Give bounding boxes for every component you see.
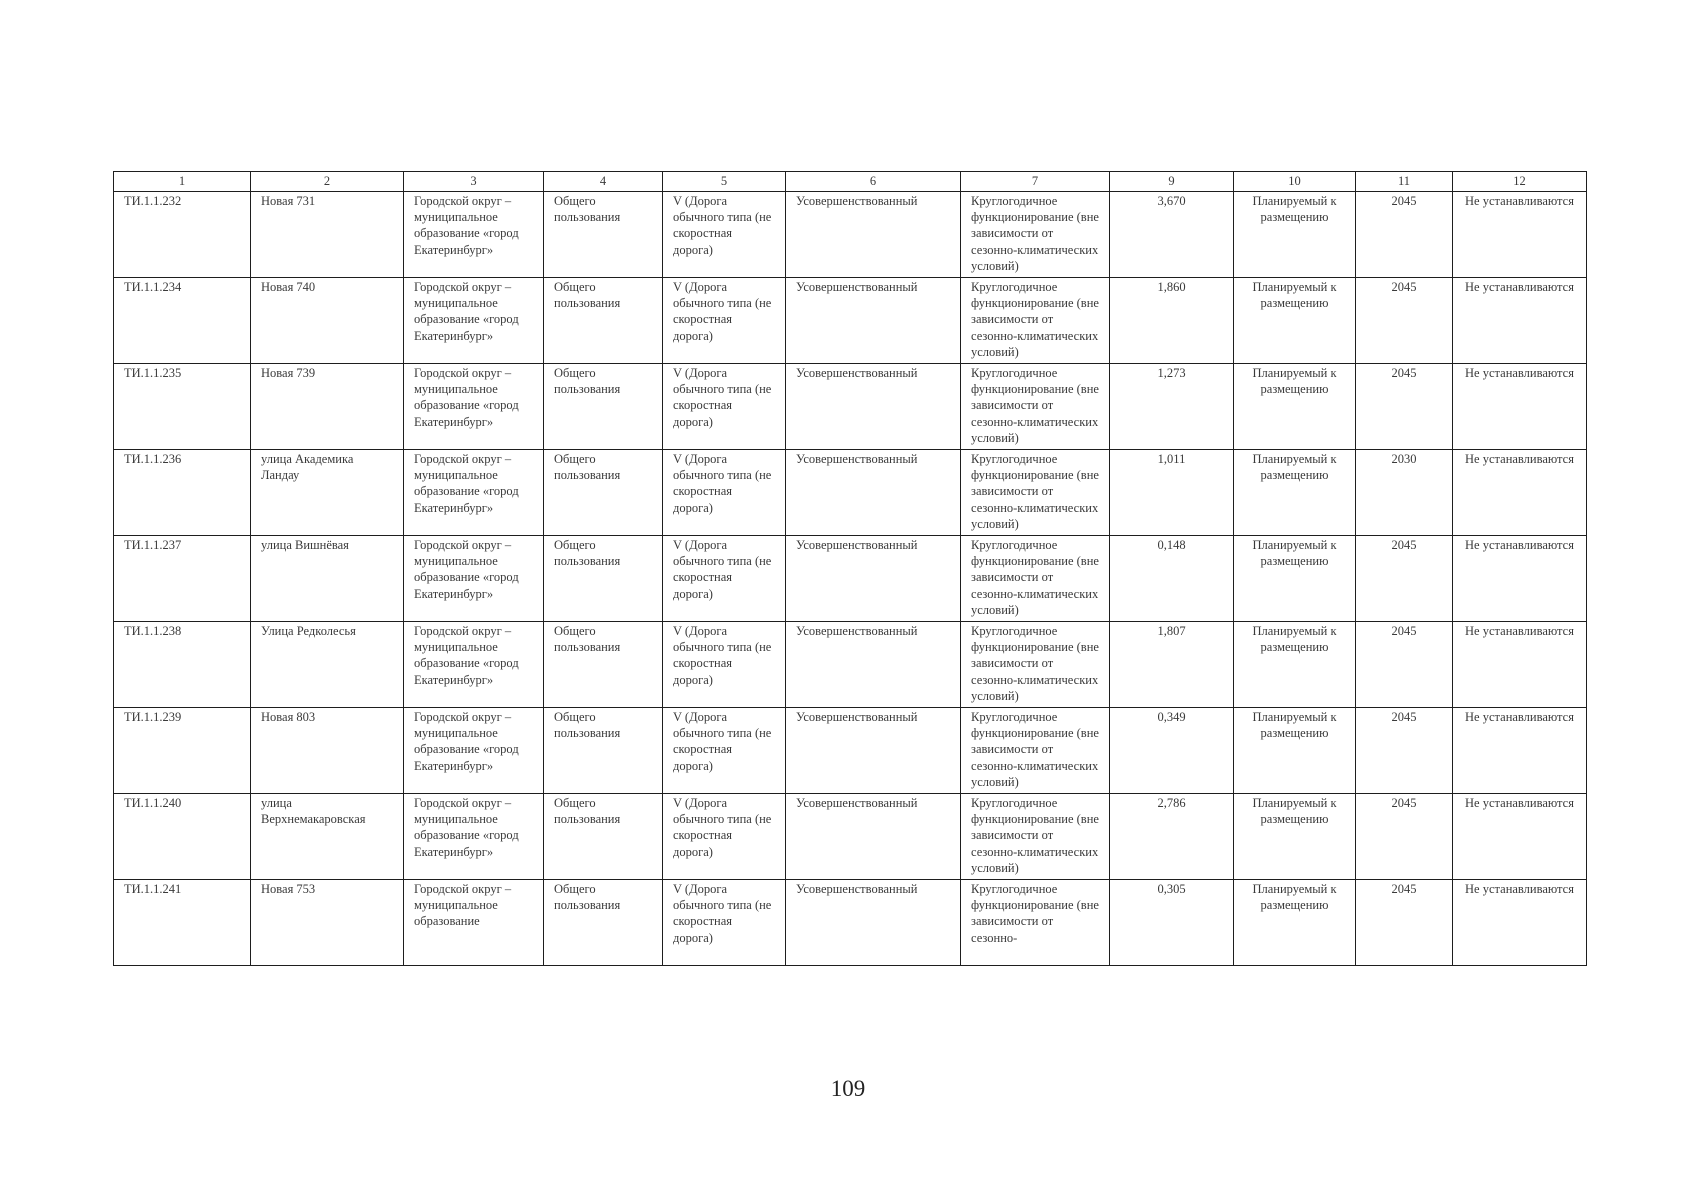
length-cell: 0,148 <box>1110 536 1234 622</box>
surface-type-cell: Усовершенствованный <box>786 622 961 708</box>
surface-type-cell: Усовершенствованный <box>786 364 961 450</box>
table-body <box>114 192 1587 966</box>
operation-mode-cell: Круглогодичное функционирование (вне зависимости от сезонно-климатических условий) <box>961 364 1110 450</box>
object-name-cell: улица Вишнёвая <box>251 536 404 622</box>
municipality-cell: Городской округ – муниципальное образование «город Екатеринбург» <box>404 536 544 622</box>
surface-type-cell: Усовершенствованный <box>786 708 961 794</box>
municipality-cell: Городской округ – муниципальное образование «город Екатеринбург» <box>404 278 544 364</box>
object-name-cell: Улица Редколесья <box>251 622 404 708</box>
length-cell: 1,011 <box>1110 450 1234 536</box>
year-cell: 2045 <box>1356 708 1453 794</box>
status-cell: Планируемый к размещению <box>1234 278 1356 364</box>
zones-cell: Не устанавливаются <box>1453 794 1587 880</box>
object-name-cell: улица Академика Ландау <box>251 450 404 536</box>
column-header: 1 <box>114 172 251 192</box>
year-cell: 2045 <box>1356 794 1453 880</box>
column-header: 7 <box>961 172 1110 192</box>
column-header: 10 <box>1234 172 1356 192</box>
table-row <box>114 192 1587 278</box>
page-number: 109 <box>830 1076 866 1101</box>
road-category-cell: V (Дорога обычного типа (не скоростная дорога) <box>663 536 786 622</box>
usage-cell: Общего пользования <box>544 536 663 622</box>
status-cell: Планируемый к размещению <box>1234 364 1356 450</box>
object-id-cell: ТИ.1.1.236 <box>114 450 251 536</box>
year-cell: 2045 <box>1356 880 1453 966</box>
surface-type-cell: Усовершенствованный <box>786 450 961 536</box>
length-cell: 1,860 <box>1110 278 1234 364</box>
operation-mode-cell: Круглогодичное функционирование (вне зависимости от сезонно-климатических условий) <box>961 450 1110 536</box>
municipality-cell: Городской округ – муниципальное образование «город Екатеринбург» <box>404 192 544 278</box>
length-cell: 0,349 <box>1110 708 1234 794</box>
operation-mode-cell: Круглогодичное функционирование (вне зависимости от сезонно- <box>961 880 1110 966</box>
usage-cell: Общего пользования <box>544 364 663 450</box>
zones-cell: Не устанавливаются <box>1453 364 1587 450</box>
object-id-cell: ТИ.1.1.239 <box>114 708 251 794</box>
road-category-cell: V (Дорога обычного типа (не скоростная дорога) <box>663 880 786 966</box>
column-header: 5 <box>663 172 786 192</box>
object-name-cell: Новая 740 <box>251 278 404 364</box>
table-row <box>114 794 1587 880</box>
length-cell: 0,305 <box>1110 880 1234 966</box>
zones-cell: Не устанавливаются <box>1453 450 1587 536</box>
road-category-cell: V (Дорога обычного типа (не скоростная дорога) <box>663 450 786 536</box>
surface-type-cell: Усовершенствованный <box>786 278 961 364</box>
municipality-cell: Городской округ – муниципальное образование «город Екатеринбург» <box>404 450 544 536</box>
status-cell: Планируемый к размещению <box>1234 192 1356 278</box>
object-name-cell: Новая 739 <box>251 364 404 450</box>
municipality-cell: Городской округ – муниципальное образование <box>404 880 544 966</box>
table-row <box>114 278 1587 364</box>
length-cell: 1,807 <box>1110 622 1234 708</box>
object-id-cell: ТИ.1.1.235 <box>114 364 251 450</box>
usage-cell: Общего пользования <box>544 708 663 794</box>
year-cell: 2045 <box>1356 364 1453 450</box>
column-header: 12 <box>1453 172 1587 192</box>
object-name-cell: Новая 731 <box>251 192 404 278</box>
surface-type-cell: Усовершенствованный <box>786 880 961 966</box>
operation-mode-cell: Круглогодичное функционирование (вне зависимости от сезонно-климатических условий) <box>961 192 1110 278</box>
header-row <box>114 172 1587 192</box>
road-category-cell: V (Дорога обычного типа (не скоростная дорога) <box>663 364 786 450</box>
usage-cell: Общего пользования <box>544 278 663 364</box>
year-cell: 2045 <box>1356 536 1453 622</box>
status-cell: Планируемый к размещению <box>1234 880 1356 966</box>
road-objects-table <box>113 171 1587 966</box>
table-row <box>114 364 1587 450</box>
table-row <box>114 880 1587 966</box>
status-cell: Планируемый к размещению <box>1234 450 1356 536</box>
operation-mode-cell: Круглогодичное функционирование (вне зависимости от сезонно-климатических условий) <box>961 794 1110 880</box>
object-id-cell: ТИ.1.1.232 <box>114 192 251 278</box>
object-name-cell: Новая 803 <box>251 708 404 794</box>
length-cell: 1,273 <box>1110 364 1234 450</box>
column-header: 2 <box>251 172 404 192</box>
surface-type-cell: Усовершенствованный <box>786 794 961 880</box>
object-id-cell: ТИ.1.1.241 <box>114 880 251 966</box>
table-row <box>114 622 1587 708</box>
column-header: 6 <box>786 172 961 192</box>
table-row <box>114 536 1587 622</box>
municipality-cell: Городской округ – муниципальное образование «город Екатеринбург» <box>404 708 544 794</box>
zones-cell: Не устанавливаются <box>1453 622 1587 708</box>
object-id-cell: ТИ.1.1.234 <box>114 278 251 364</box>
usage-cell: Общего пользования <box>544 794 663 880</box>
column-header: 9 <box>1110 172 1234 192</box>
column-header: 4 <box>544 172 663 192</box>
year-cell: 2045 <box>1356 192 1453 278</box>
zones-cell: Не устанавливаются <box>1453 536 1587 622</box>
road-category-cell: V (Дорога обычного типа (не скоростная дорога) <box>663 622 786 708</box>
column-header: 11 <box>1356 172 1453 192</box>
status-cell: Планируемый к размещению <box>1234 708 1356 794</box>
municipality-cell: Городской округ – муниципальное образование «город Екатеринбург» <box>404 794 544 880</box>
zones-cell: Не устанавливаются <box>1453 278 1587 364</box>
usage-cell: Общего пользования <box>544 880 663 966</box>
table-row <box>114 708 1587 794</box>
operation-mode-cell: Круглогодичное функционирование (вне зависимости от сезонно-климатических условий) <box>961 708 1110 794</box>
column-header: 3 <box>404 172 544 192</box>
table-row <box>114 450 1587 536</box>
road-category-cell: V (Дорога обычного типа (не скоростная дорога) <box>663 794 786 880</box>
status-cell: Планируемый к размещению <box>1234 536 1356 622</box>
usage-cell: Общего пользования <box>544 192 663 278</box>
road-category-cell: V (Дорога обычного типа (не скоростная дорога) <box>663 278 786 364</box>
length-cell: 2,786 <box>1110 794 1234 880</box>
object-name-cell: улица Верхнемакаровская <box>251 794 404 880</box>
surface-type-cell: Усовершенствованный <box>786 192 961 278</box>
year-cell: 2045 <box>1356 622 1453 708</box>
object-id-cell: ТИ.1.1.238 <box>114 622 251 708</box>
municipality-cell: Городской округ – муниципальное образование «город Екатеринбург» <box>404 622 544 708</box>
object-id-cell: ТИ.1.1.240 <box>114 794 251 880</box>
object-name-cell: Новая 753 <box>251 880 404 966</box>
municipality-cell: Городской округ – муниципальное образование «город Екатеринбург» <box>404 364 544 450</box>
zones-cell: Не устанавливаются <box>1453 880 1587 966</box>
zones-cell: Не устанавливаются <box>1453 708 1587 794</box>
usage-cell: Общего пользования <box>544 622 663 708</box>
status-cell: Планируемый к размещению <box>1234 794 1356 880</box>
length-cell: 3,670 <box>1110 192 1234 278</box>
operation-mode-cell: Круглогодичное функционирование (вне зависимости от сезонно-климатических условий) <box>961 622 1110 708</box>
operation-mode-cell: Круглогодичное функционирование (вне зависимости от сезонно-климатических условий) <box>961 278 1110 364</box>
zones-cell: Не устанавливаются <box>1453 192 1587 278</box>
road-category-cell: V (Дорога обычного типа (не скоростная дорога) <box>663 192 786 278</box>
surface-type-cell: Усовершенствованный <box>786 536 961 622</box>
operation-mode-cell: Круглогодичное функционирование (вне зависимости от сезонно-климатических условий) <box>961 536 1110 622</box>
year-cell: 2030 <box>1356 450 1453 536</box>
status-cell: Планируемый к размещению <box>1234 622 1356 708</box>
year-cell: 2045 <box>1356 278 1453 364</box>
road-category-cell: V (Дорога обычного типа (не скоростная дорога) <box>663 708 786 794</box>
usage-cell: Общего пользования <box>544 450 663 536</box>
object-id-cell: ТИ.1.1.237 <box>114 536 251 622</box>
